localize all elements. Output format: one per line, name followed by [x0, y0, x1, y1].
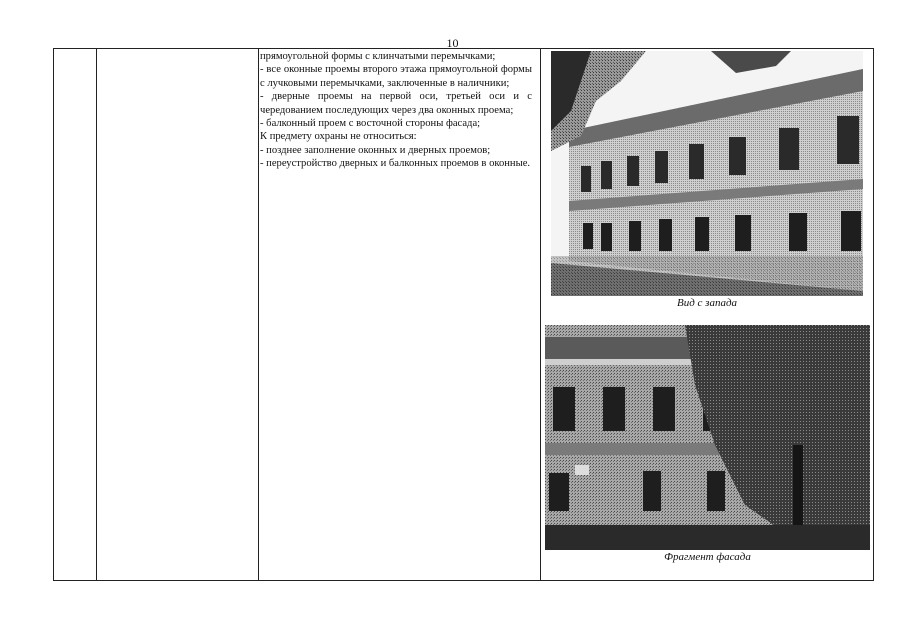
west-view-photo — [551, 51, 863, 296]
description-line: - дверные проемы на первой оси, третьей оси и с чередованием последующих через два оконных проема; — [260, 91, 532, 116]
west-view-image — [551, 51, 863, 296]
description-line: - все оконные проемы второго этажа прямоугольной формы с лучковыми перемычками, заключенные в наличники; — [260, 64, 532, 89]
column-divider — [96, 48, 97, 581]
protection-subject-description — [260, 50, 532, 171]
west-view-caption: Вид с запада — [676, 297, 738, 309]
description-line: - балконный проем с восточной стороны фасада; — [260, 118, 481, 130]
description-line: - позднее заполнение оконных и дверных проемов; — [260, 144, 491, 156]
facade-fragment-photo — [545, 325, 870, 550]
description-line: прямоугольной формы с клинчатыми перемычками; — [260, 51, 496, 62]
column-divider — [258, 48, 259, 581]
facade-fragment-image — [545, 325, 870, 550]
page-number: 10 — [446, 36, 459, 50]
description-line: - переустройство дверных и балконных проемов в оконные. — [260, 158, 531, 170]
column-divider — [540, 48, 541, 581]
facade-fragment-caption: Фрагмент фасада — [664, 551, 751, 563]
description-line: К предмету охраны не относиться: — [260, 131, 417, 143]
